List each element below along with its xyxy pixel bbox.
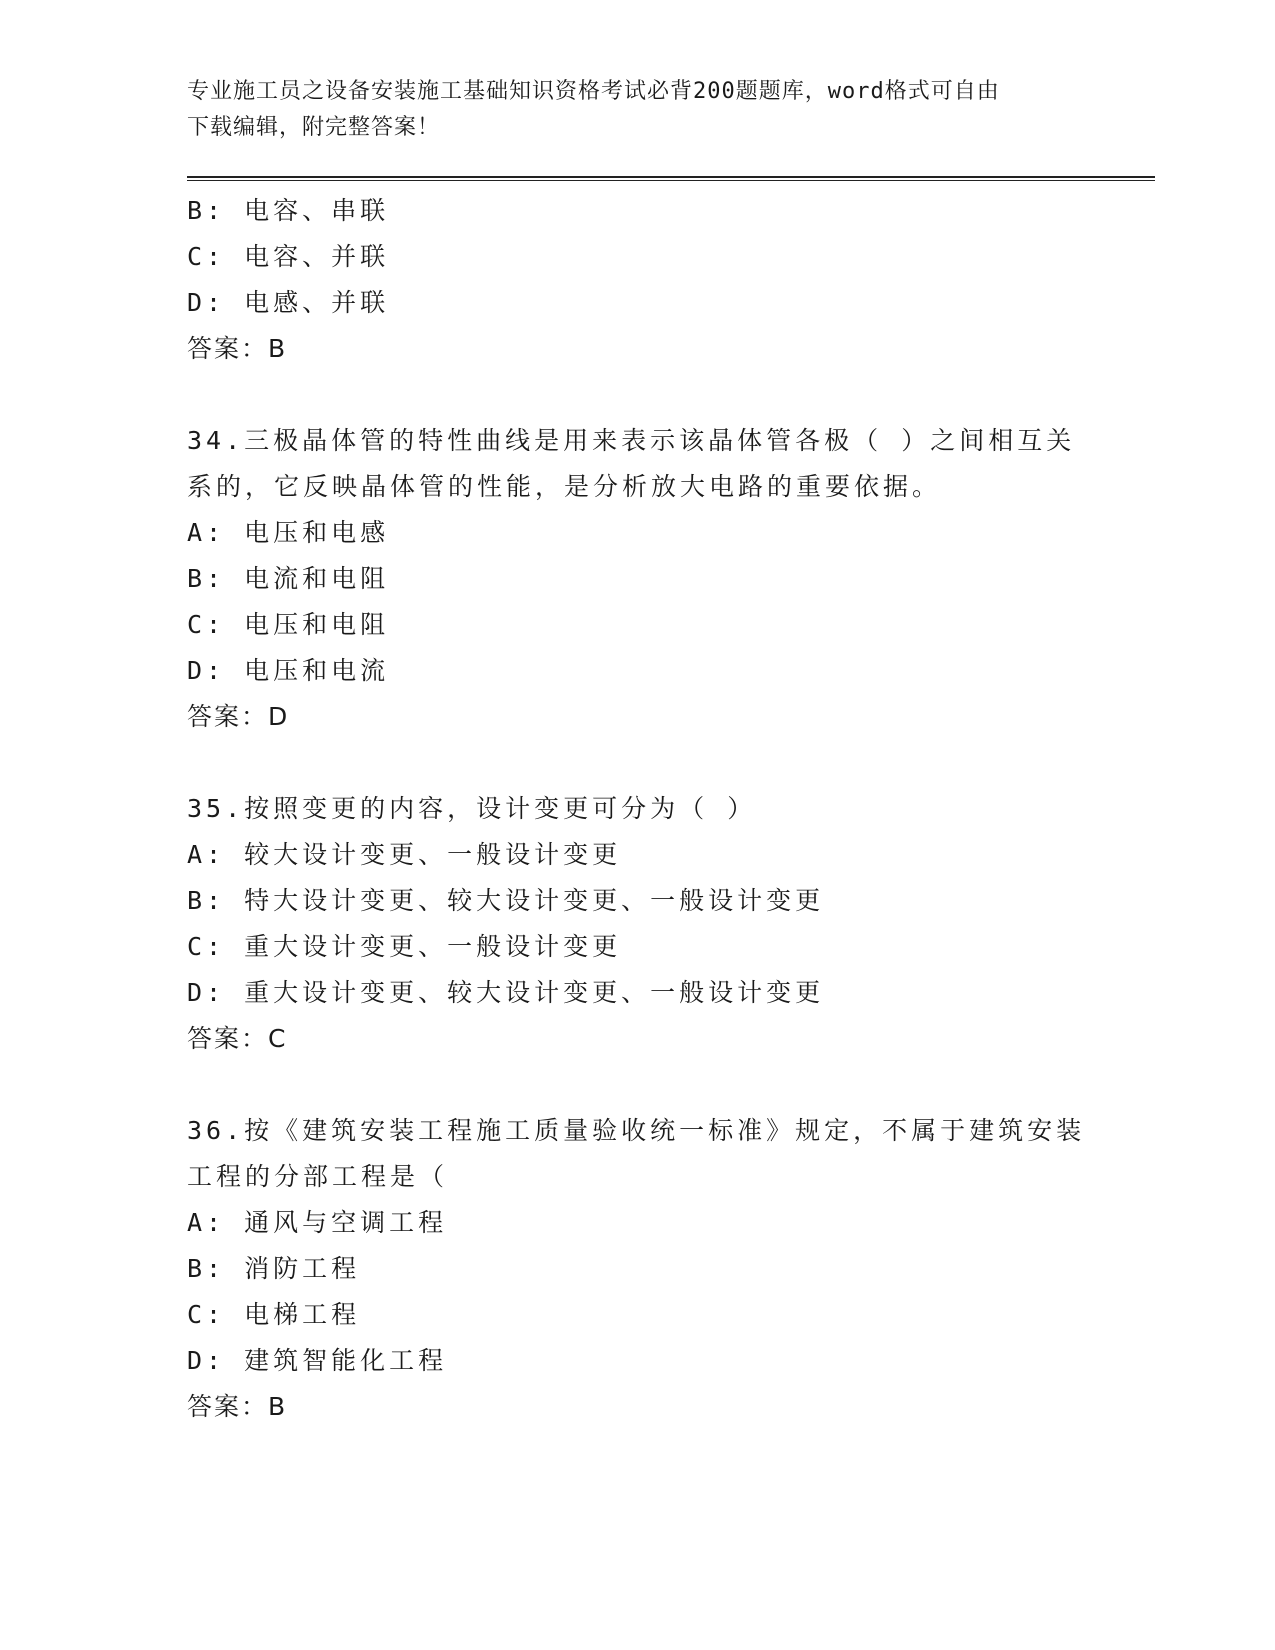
header-line-2: 下载编辑，附完整答案！ xyxy=(187,115,441,140)
question-36 xyxy=(187,1108,1087,1430)
option-c: C: 电容、并联 xyxy=(187,242,390,271)
header-line-1: 专业施工员之设备安装施工基础知识资格考试必背200题题库，word格式可自由 xyxy=(187,79,1000,104)
option-b: B: 电容、串联 xyxy=(187,196,390,225)
spacer xyxy=(187,372,1087,418)
answer-line: 答案：C xyxy=(187,1024,288,1053)
option-d: D: 电感、并联 xyxy=(187,288,390,317)
option-a: A: 通风与空调工程 xyxy=(187,1208,448,1237)
header-divider xyxy=(187,176,1155,181)
spacer xyxy=(187,1062,1087,1108)
question-stem-line: 35.按照变更的内容，设计变更可分为（ ） xyxy=(187,794,757,823)
answer-line: 答案：D xyxy=(187,702,290,731)
document-header xyxy=(187,74,1067,146)
question-list xyxy=(187,188,1087,1430)
option-a: A: 电压和电感 xyxy=(187,518,390,547)
option-c: C: 电压和电阻 xyxy=(187,610,390,639)
option-a: A: 较大设计变更、一般设计变更 xyxy=(187,840,622,869)
question-34 xyxy=(187,418,1087,740)
option-b: B: 电流和电阻 xyxy=(187,564,390,593)
question-stem-line: 工程的分部工程是（ xyxy=(187,1162,449,1191)
option-b: B: 特大设计变更、较大设计变更、一般设计变更 xyxy=(187,886,825,915)
answer-line: 答案：B xyxy=(187,1392,288,1421)
option-d: D: 电压和电流 xyxy=(187,656,390,685)
question-stem-line: 34.三极晶体管的特性曲线是用来表示该晶体管各极（ ）之间相互关 xyxy=(187,426,1076,455)
answer-line: 答案：B xyxy=(187,334,288,363)
option-d: D: 重大设计变更、较大设计变更、一般设计变更 xyxy=(187,978,825,1007)
question-35 xyxy=(187,786,1087,1062)
option-d: D: 建筑智能化工程 xyxy=(187,1346,448,1375)
option-b: B: 消防工程 xyxy=(187,1254,361,1283)
option-c: C: 重大设计变更、一般设计变更 xyxy=(187,932,622,961)
option-c: C: 电梯工程 xyxy=(187,1300,361,1329)
spacer xyxy=(187,740,1087,786)
question-stem-line: 系的，它反映晶体管的性能，是分析放大电路的重要依据。 xyxy=(187,472,942,501)
prev-question-block xyxy=(187,188,1087,372)
question-stem-line: 36.按《建筑安装工程施工质量验收统一标准》规定，不属于建筑安装 xyxy=(187,1116,1086,1145)
